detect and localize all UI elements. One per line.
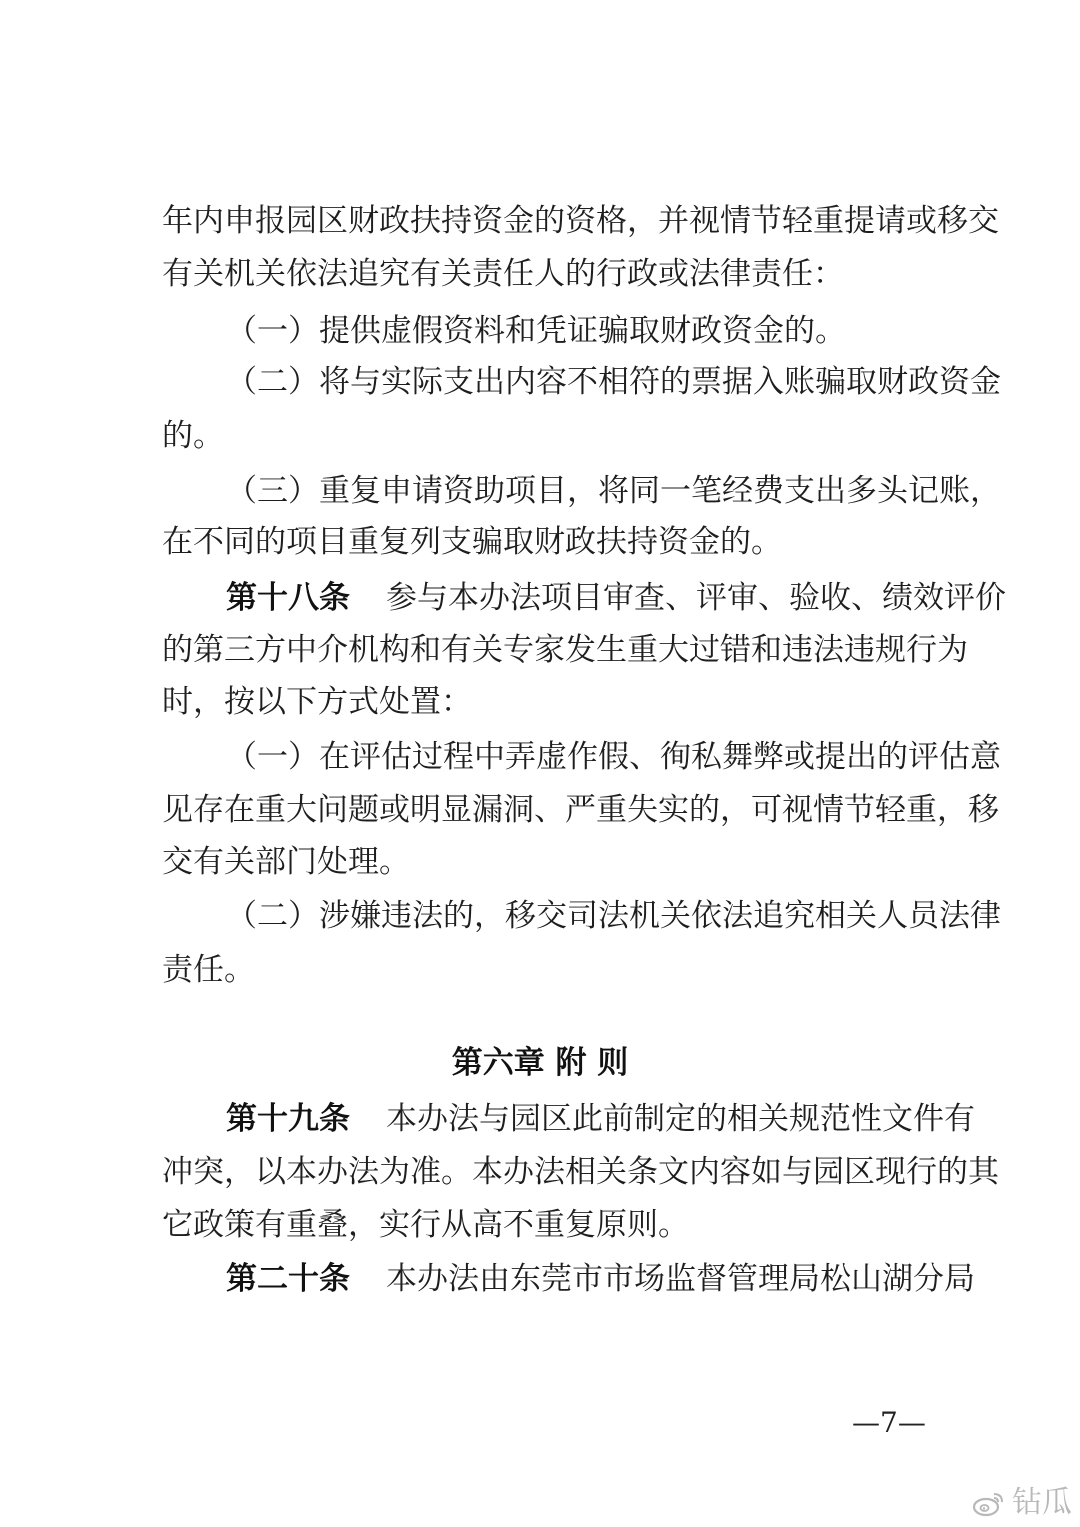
list-item-line: 见存在重大问题或明显漏洞、严重失实的，可视情节轻重，移 xyxy=(162,792,999,828)
list-item-line: （二）将与实际支出内容不相符的票据入账骗取财政资金 xyxy=(226,364,1001,400)
article-18-text: 参与本办法项目审查、评审、验收、绩效评价 xyxy=(386,580,1006,616)
paragraph-line: 有关机关依法追究有关责任人的行政或法律责任： xyxy=(162,256,844,292)
paragraph-line: 年内申报园区财政扶持资金的资格，并视情节轻重提请或移交 xyxy=(162,203,999,239)
list-item-line: （一）在评估过程中弄虚作假、徇私舞弊或提出的评估意 xyxy=(226,739,1001,775)
article-18-first-line xyxy=(226,578,1006,618)
article-20-heading: 第二十条 xyxy=(226,1261,350,1297)
paragraph-line: 时，按以下方式处置： xyxy=(162,684,472,720)
list-item-line: 交有关部门处理。 xyxy=(162,844,410,880)
list-item-line: （二）涉嫌违法的，移交司法机关依法追究相关人员法律 xyxy=(226,898,1001,934)
list-item-line: （一）提供虚假资料和凭证骗取财政资金的。 xyxy=(226,313,846,349)
article-18-heading: 第十八条 xyxy=(226,580,350,616)
article-19-text: 本办法与园区此前制定的相关规范性文件有 xyxy=(386,1101,975,1137)
chapter-title: 第六章 附 则 xyxy=(451,1045,629,1081)
paragraph-line: 的第三方中介机构和有关专家发生重大过错和违法违规行为 xyxy=(162,632,968,668)
list-item-line: 在不同的项目重复列支骗取财政扶持资金的。 xyxy=(162,524,782,560)
watermark-text: 钻瓜 xyxy=(1012,1485,1072,1520)
article-20-first-line xyxy=(226,1259,975,1299)
article-20-text: 本办法由东莞市市场监督管理局松山湖分局 xyxy=(386,1261,975,1297)
paragraph-line: 它政策有重叠，实行从高不重复原则。 xyxy=(162,1207,689,1243)
list-item-line: （三）重复申请资助项目，将同一笔经费支出多头记账， xyxy=(226,473,1001,509)
list-item-line: 责任。 xyxy=(162,952,255,988)
article-19-heading: 第十九条 xyxy=(226,1101,350,1137)
weibo-icon xyxy=(972,1488,1006,1518)
article-19-first-line xyxy=(226,1099,975,1139)
watermark xyxy=(972,1486,1072,1520)
list-item-line: 的。 xyxy=(162,418,224,454)
paragraph-line: 冲突，以本办法为准。本办法相关条文内容如与园区现行的其 xyxy=(162,1154,999,1190)
page-number: —7— xyxy=(852,1406,926,1439)
